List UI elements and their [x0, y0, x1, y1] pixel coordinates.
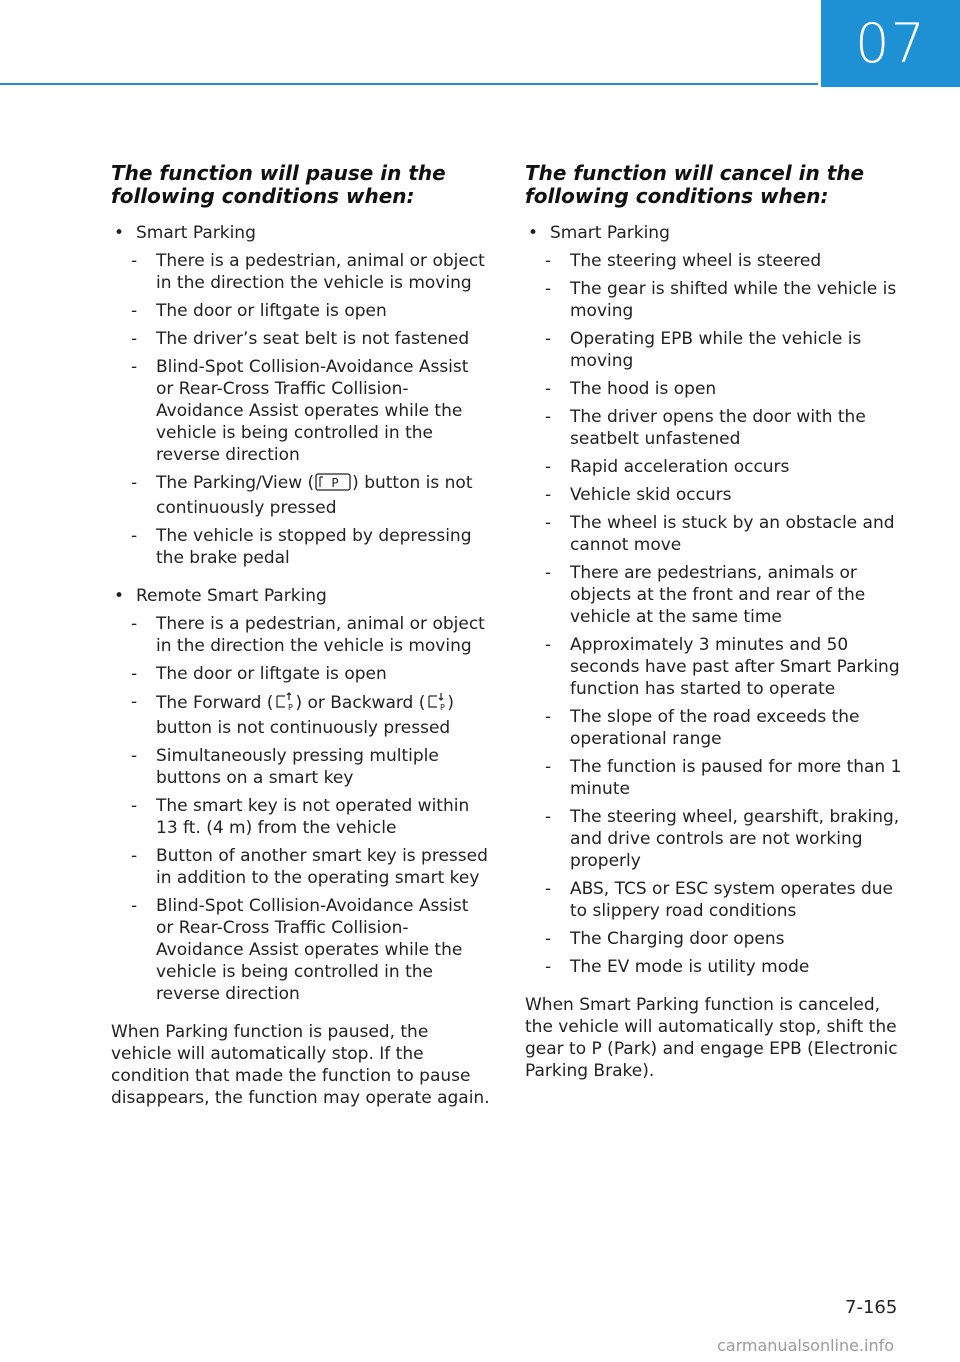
- list-item: - ABS, TCS or ESC system operates due to slippery road conditions: [525, 878, 905, 922]
- watermark: carmanualsonline.info: [717, 1336, 895, 1355]
- list-item: - The vehicle is stopped by depressing the brake pedal: [111, 525, 491, 569]
- list-item: - Blind-Spot Collision-Avoidance Assist or Rear-Cross Traffic Collision-Avoidance Assist operates while the vehicle is being controlled in the reverse direction: [111, 895, 491, 1005]
- list-item: - Approximately 3 minutes and 50 seconds have past after Smart Parking function has started to operate: [525, 634, 905, 700]
- list-item: - There are pedestrians, animals or objects at the front and rear of the vehicle at the same time: [525, 562, 905, 628]
- list-item: - The door or liftgate is open: [111, 663, 491, 685]
- left-column: [111, 162, 491, 1109]
- list-item: - The smart key is not operated within 13 ft. (4 m) from the vehicle: [111, 795, 491, 839]
- list-item: - The steering wheel, gearshift, braking, and drive controls are not working properly: [525, 806, 905, 872]
- list-item: - The gear is shifted while the vehicle is moving: [525, 278, 905, 322]
- group-title: • Remote Smart Parking: [111, 585, 491, 607]
- list-item: - The function is paused for more than 1 minute: [525, 756, 905, 800]
- svg-text:P: P: [288, 703, 294, 711]
- backward-button-icon: [426, 691, 446, 717]
- group-title: • Smart Parking: [111, 222, 491, 244]
- list-item: - The door or liftgate is open: [111, 300, 491, 322]
- list-item: - Operating EPB while the vehicle is moving: [525, 328, 905, 372]
- smart-parking-cancel-group: [525, 222, 905, 978]
- chapter-number: 07: [855, 12, 926, 75]
- list-item: - The steering wheel is steered: [525, 250, 905, 272]
- list-item: - Button of another smart key is pressed in addition to the operating smart key: [111, 845, 491, 889]
- list-item: - The driver opens the door with the seatbelt unfastened: [525, 406, 905, 450]
- list-item: - Simultaneously pressing multiple buttons on a smart key: [111, 745, 491, 789]
- list-item: - Blind-Spot Collision-Avoidance Assist or Rear-Cross Traffic Collision-Avoidance Assist operates while the vehicle is being controlled in the reverse direction: [111, 356, 491, 466]
- svg-text:P: P: [440, 703, 446, 711]
- list-item: - The driver’s seat belt is not fastened: [111, 328, 491, 350]
- right-column: [525, 162, 905, 1082]
- list-item: - The Forward ( P ) or Backward ( P ) button is not continuously pressed: [111, 691, 491, 739]
- remote-smart-parking-pause-group: [111, 585, 491, 1005]
- page-number: 7-165: [845, 1297, 898, 1318]
- group-title: • Smart Parking: [525, 222, 905, 244]
- list-item: - Vehicle skid occurs: [525, 484, 905, 506]
- cancel-note: When Smart Parking function is canceled, the vehicle will automatically stop, shift the gear to P (Park) and engage EPB (Electronic Parking Brake).: [525, 995, 898, 1081]
- list-item: - The EV mode is utility mode: [525, 956, 905, 978]
- forward-button-icon: [274, 691, 294, 717]
- chapter-tab: [821, 0, 960, 87]
- list-item: - The wheel is stuck by an obstacle and cannot move: [525, 512, 905, 556]
- parking-view-button-icon: [315, 473, 351, 497]
- cancel-heading: The function will cancel in the following conditions when:: [525, 161, 865, 208]
- pause-heading: The function will pause in the following conditions when:: [111, 161, 446, 208]
- list-item: - There is a pedestrian, animal or object in the direction the vehicle is moving: [111, 250, 491, 294]
- list-item: - The slope of the road exceeds the operational range: [525, 706, 905, 750]
- list-item: - The Charging door opens: [525, 928, 905, 950]
- list-item: - The Parking/View ( P ) button is not continuously pressed: [111, 472, 491, 519]
- list-item: - The hood is open: [525, 378, 905, 400]
- list-item: - There is a pedestrian, animal or object in the direction the vehicle is moving: [111, 613, 491, 657]
- pause-note: When Parking function is paused, the vehicle will automatically stop. If the condition that made the function to pause disappears, the function may operate again.: [111, 1022, 490, 1108]
- svg-text:P: P: [331, 476, 339, 490]
- smart-parking-pause-group: [111, 222, 491, 569]
- list-item: - Rapid acceleration occurs: [525, 456, 905, 478]
- header-rule: [0, 83, 818, 85]
